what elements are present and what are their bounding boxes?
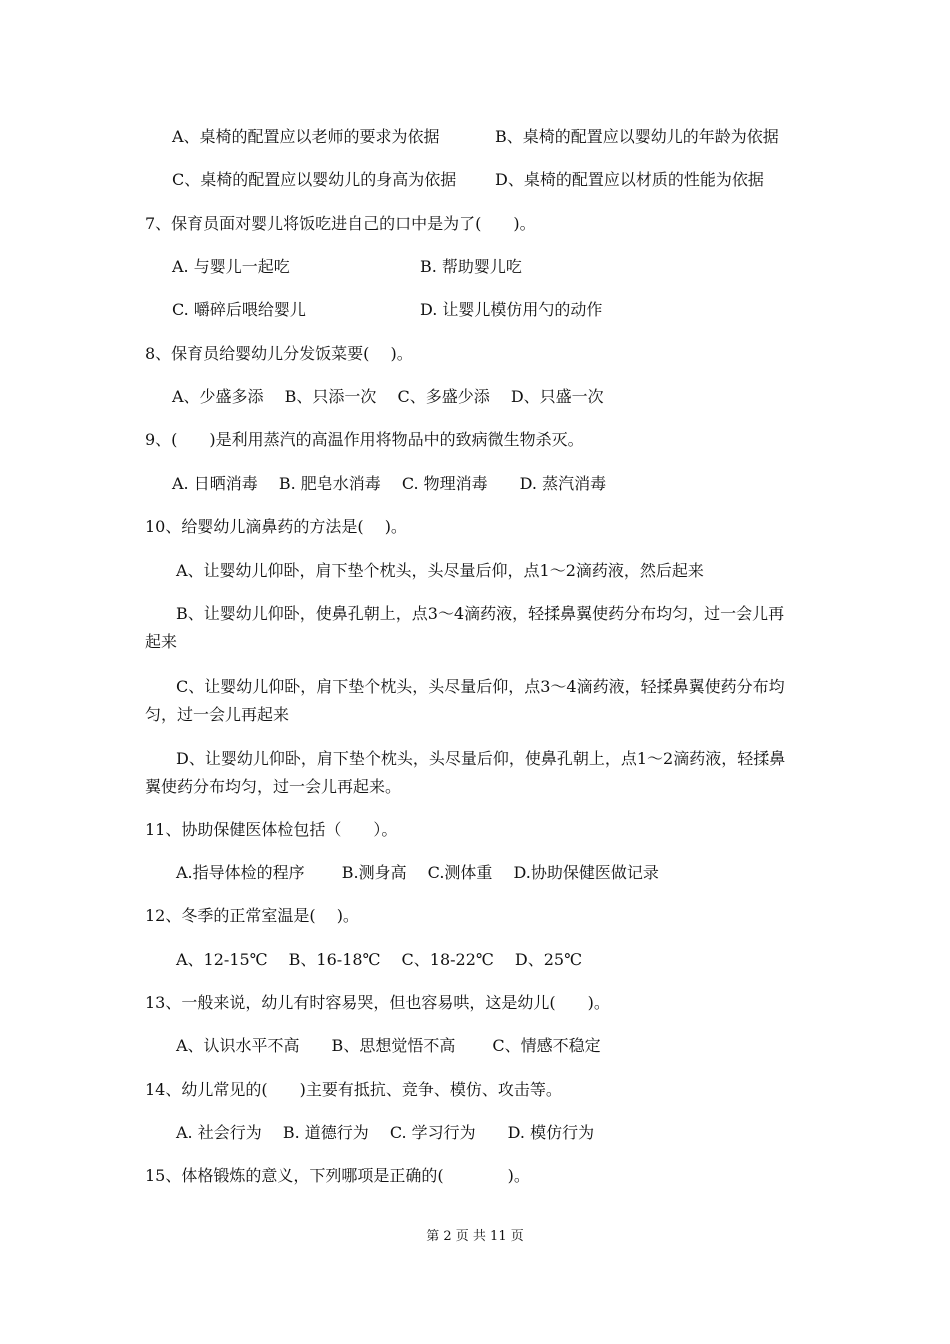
q7-option-d: D. 让婴儿模仿用勺的动作: [420, 300, 603, 319]
q10-option-d-line2: 翼使药分布均匀，过一会儿再起来。: [145, 777, 402, 796]
q10-stem: 10、给婴幼儿滴鼻药的方法是( )。: [145, 517, 407, 536]
q15-stem: 15、体格锻炼的意义，下列哪项是正确的( )。: [145, 1166, 530, 1185]
q8-stem: 8、保育员给婴幼儿分发饭菜要( )。: [145, 344, 413, 363]
q11-stem: 11、协助保健医体检包括（ ）。: [145, 820, 398, 839]
q7-stem: 7、保育员面对婴儿将饭吃进自己的口中是为了( )。: [145, 214, 536, 233]
q12-stem: 12、冬季的正常室温是( )。: [145, 906, 359, 925]
q10-option-c-line2: 匀，过一会儿再起来: [145, 705, 290, 724]
q7-option-a: A. 与婴儿一起吃: [172, 257, 290, 276]
q9-options: A. 日晒消毒 B. 肥皂水消毒 C. 物理消毒 D. 蒸汽消毒: [172, 474, 607, 493]
q14-options: A. 社会行为 B. 道德行为 C. 学习行为 D. 模仿行为: [176, 1123, 595, 1142]
q10-option-a: A、让婴幼儿仰卧，肩下垫个枕头，头尽量后仰，点1～2滴药液，然后起来: [176, 561, 704, 580]
q10-option-d-line1: D、让婴幼儿仰卧，肩下垫个枕头，头尽量后仰，使鼻孔朝上，点1～2滴药液，轻揉鼻: [176, 749, 786, 768]
q13-stem: 13、一般来说，幼儿有时容易哭，但也容易哄，这是幼儿( )。: [145, 993, 610, 1012]
q13-options: A、认识水平不高 B、思想觉悟不高 C、情感不稳定: [176, 1036, 601, 1055]
q10-option-b-line1: B、让婴幼儿仰卧，使鼻孔朝上，点3～4滴药液，轻揉鼻翼使药分布均匀，过一会儿再: [176, 604, 785, 623]
q10-option-b-line2: 起来: [145, 632, 178, 651]
q6-option-d: D、桌椅的配置应以材质的性能为依据: [495, 170, 764, 189]
q11-options: A.指导体检的程序 B.测身高 C.测体重 D.协助保健医做记录: [176, 863, 659, 882]
q12-options: A、12-15℃ B、16-18℃ C、18-22℃ D、25℃: [176, 950, 582, 969]
q9-stem: 9、( )是利用蒸汽的高温作用将物品中的致病微生物杀灭。: [145, 430, 584, 449]
q6-option-a: A、桌椅的配置应以老师的要求为依据: [172, 127, 440, 146]
q10-option-c-line1: C、让婴幼儿仰卧，肩下垫个枕头，头尽量后仰，点3～4滴药液，轻揉鼻翼使药分布均: [176, 677, 785, 696]
q6-option-c: C、桌椅的配置应以婴幼儿的身高为依据: [172, 170, 457, 189]
q14-stem: 14、幼儿常见的( )主要有抵抗、竞争、模仿、攻击等。: [145, 1080, 562, 1099]
q8-options: A、少盛多添 B、只添一次 C、多盛少添 D、只盛一次: [172, 387, 604, 406]
q7-option-b: B. 帮助婴儿吃: [420, 257, 522, 276]
q6-option-b: B、桌椅的配置应以婴幼儿的年龄为依据: [495, 127, 779, 146]
q7-option-c: C. 嚼碎后喂给婴儿: [172, 300, 306, 319]
page-footer: 第 2 页 共 11 页: [426, 1229, 524, 1244]
